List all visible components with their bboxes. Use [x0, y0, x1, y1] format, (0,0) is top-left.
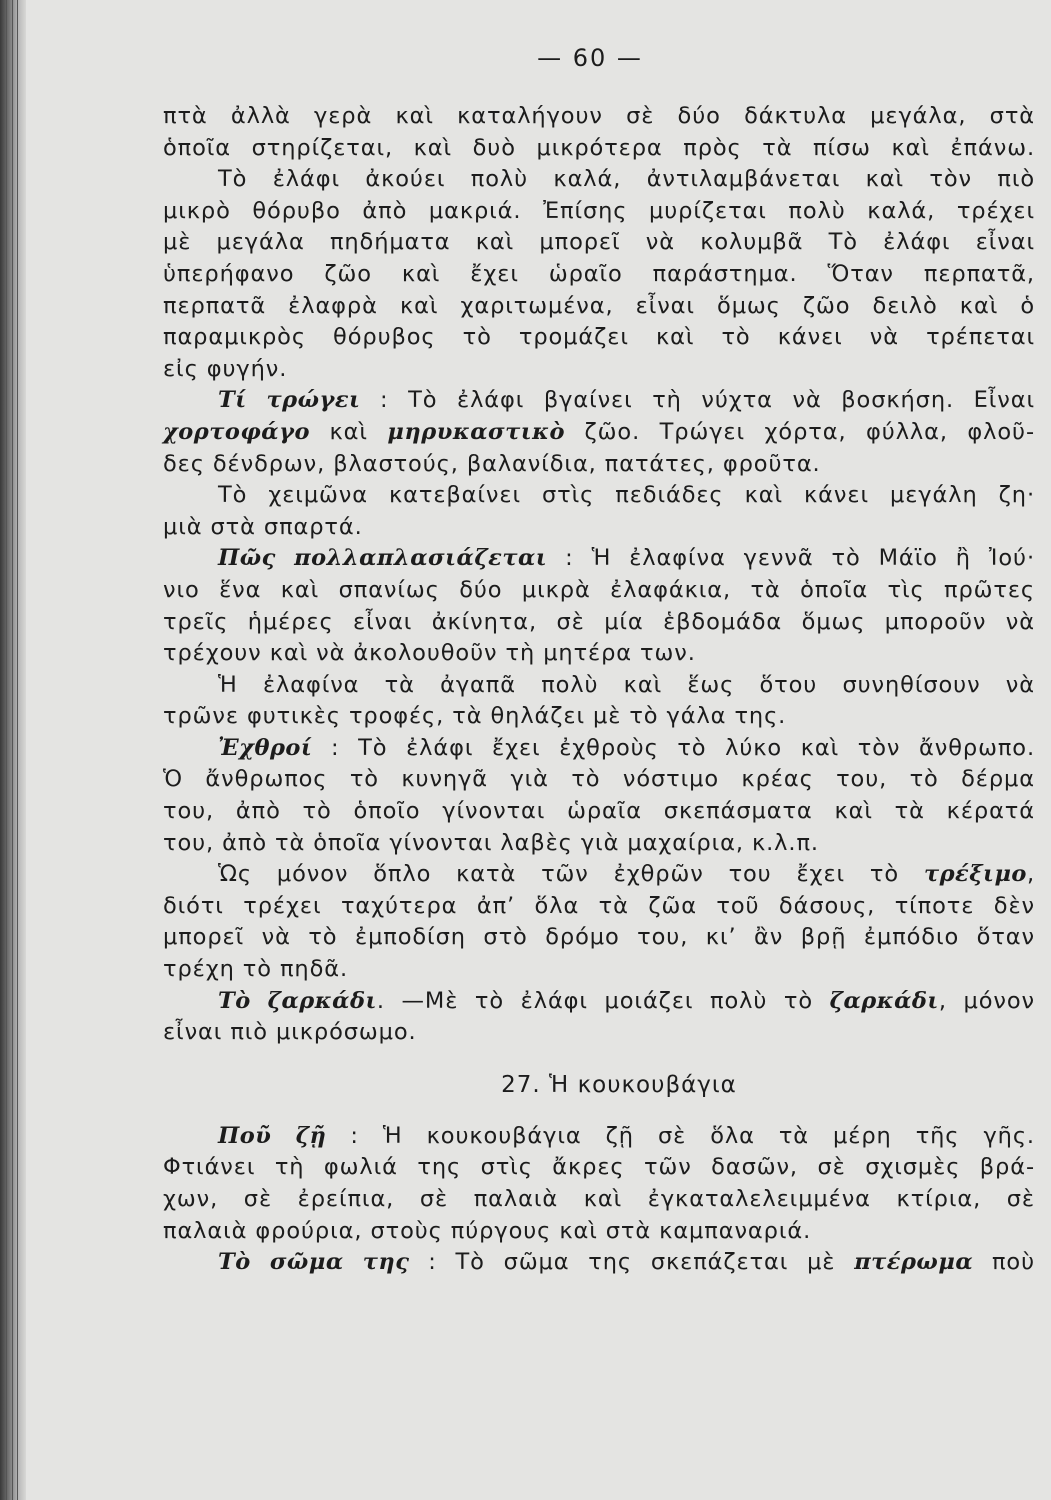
- keyword: Πῶς πολλαπλασιάζεται: [218, 545, 548, 572]
- text-segment: διότι τρέχει ταχύτερα ἀπ’ ὅλα τὰ ζῶα τοῦ δάσους, τίποτε δὲν: [163, 892, 1035, 919]
- text-segment: τρέχη τὸ πηδᾶ.: [163, 956, 349, 983]
- text-segment: Τὸ χειμῶνα κατεβαίνει στὶς πεδιάδες καὶ κάνει μεγάλη ζη·: [218, 482, 1035, 509]
- text-segment: χων, σὲ ἐρείπια, σὲ παλαιὰ καὶ ἐγκαταλελειμμένα κτίρια, σὲ: [163, 1186, 1035, 1212]
- text-segment: : Ἡ ἐλαφίνα γεννᾶ τὸ Μάϊο ἢ Ἰού·: [547, 545, 1035, 572]
- text-segment: μιὰ στὰ σπαρτά.: [163, 513, 363, 540]
- text-segment: τρεῖς ἡμέρες εἶναι ἀκίνητα, σὲ μία ἑβδομάδα ὅμως μποροῦν νὰ: [163, 608, 1035, 635]
- text-line: [163, 1216, 1035, 1248]
- text-segment: Φτιάνει τὴ φωλιά της στὶς ἄκρες τῶν δασῶν, σὲ σχισμὲς βρά-: [163, 1154, 1035, 1181]
- text-segment: τρῶνε φυτικὲς τροφές, τὰ θηλάζει μὲ τὸ γάλα της.: [163, 703, 787, 730]
- paragraphs-owl: [163, 1121, 1035, 1279]
- body-text: [163, 101, 1035, 1279]
- text-segment: Ὁ ἄνθρωπος τὸ κυνηγᾶ γιὰ τὸ νόστιμο κρέας του, τὸ δέρμα: [163, 766, 1035, 793]
- text-line: [163, 828, 1035, 860]
- text-segment: μπορεῖ νὰ τὸ ἐμποδίση στὸ δρόμο του, κι’ ἂν βρῇ ἐμπόδιο ὅταν: [163, 924, 1035, 951]
- text-line: [163, 922, 1035, 954]
- keyword: χορτοφάγο: [163, 418, 310, 445]
- text-segment: μικρὸ θόρυβο ἀπὸ μακριά. Ἐπίσης μυρίζεται πολὺ καλά, τρέχει: [163, 197, 1035, 224]
- binding-line: [12, 0, 13, 1500]
- text-line: [163, 133, 1035, 165]
- text-segment: τρέχουν καὶ νὰ ἀκολουθοῦν τὴ μητέρα των.: [163, 640, 696, 667]
- text-line: [163, 322, 1035, 354]
- text-line: [163, 449, 1035, 481]
- keyword: Τί τρώγει: [218, 387, 361, 414]
- text-line: [163, 512, 1035, 544]
- text-line: [163, 670, 1035, 702]
- text-line: [163, 480, 1035, 512]
- text-line: [163, 291, 1035, 323]
- text-line: [163, 954, 1035, 986]
- text-segment: Ἡ ἐλαφίνα τὰ ἀγαπᾶ πολὺ καὶ ἕως ὅτου συνηθίσουν νὰ: [218, 671, 1035, 698]
- text-line: [163, 1017, 1035, 1049]
- text-segment: ὁποῖα στηρίζεται, καὶ δυὸ μικρότερα πρὸς τὰ πίσω καὶ ἐπάνω.: [163, 134, 1035, 161]
- text-segment: : Τὸ ἐλάφι ἔχει ἐχθροὺς τὸ λύκο καὶ τὸν ἄνθρωπο.: [312, 734, 1035, 761]
- text-line: [163, 1247, 1035, 1279]
- keyword: μηρυκαστικὸ: [387, 418, 565, 445]
- text-segment: εἰς φυγήν.: [163, 355, 288, 382]
- text-segment: Ὡς μόνον ὅπλο κατὰ τῶν ἐχθρῶν του ἔχει τὸ: [218, 861, 924, 888]
- text-line: [163, 417, 1035, 449]
- text-line: [163, 543, 1035, 575]
- text-line: [163, 891, 1035, 923]
- text-segment: Τὸ ἐλάφι ἀκούει πολὺ καλά, ἀντιλαμβάνεται καὶ τὸν πιὸ: [218, 166, 1035, 193]
- section-heading: 27. Ἡ κουκουβάγια: [501, 1071, 737, 1098]
- text-line: [163, 796, 1035, 828]
- text-line: [163, 764, 1035, 796]
- text-segment: ,: [1026, 861, 1035, 888]
- text-line: [163, 859, 1035, 891]
- text-segment: πτὰ ἀλλὰ γερὰ καὶ καταλήγουν σὲ δύο δάκτυλα μεγάλα, στὰ: [163, 103, 1035, 129]
- text-segment: δες δένδρων, βλαστούς, βαλανίδια, πατάτες, φροῦτα.: [163, 450, 821, 477]
- text-line: [163, 1152, 1035, 1184]
- text-segment: : Ἡ κουκουβάγια ζῇ σὲ ὅλα τὰ μέρη τῆς γῆς.: [326, 1122, 1035, 1149]
- page-number: — 60 —: [537, 44, 643, 72]
- text-line: [163, 1184, 1035, 1216]
- text-segment: ζῶο. Τρώγει χόρτα, φύλλα, φλοῦ-: [565, 418, 1035, 445]
- text-segment: ὑπερήφανο ζῶο καὶ ἔχει ὡραῖο παράστημα. Ὅταν περπατᾶ,: [163, 260, 1035, 287]
- keyword: Ποῦ ζῇ: [218, 1122, 327, 1149]
- text-line: [163, 1121, 1035, 1153]
- text-line: [163, 101, 1035, 133]
- text-segment: παλαιὰ φρούρια, στοὺς πύργους καὶ στὰ καμπαναριά.: [163, 1217, 812, 1244]
- text-segment: περπατᾶ ἐλαφρὰ καὶ χαριτωμένα, εἶναι ὅμως ζῶο δειλὸ καὶ ὁ: [163, 292, 1035, 319]
- binding-line: [6, 0, 7, 1500]
- keyword: Τὸ ζαρκάδι: [218, 987, 377, 1014]
- text-line: [163, 575, 1035, 607]
- text-line: [163, 164, 1035, 196]
- text-line: [163, 385, 1035, 417]
- text-line: [163, 701, 1035, 733]
- text-segment: ποὺ: [973, 1249, 1035, 1276]
- text-line: [163, 196, 1035, 228]
- text-line: [163, 733, 1035, 765]
- text-line: [163, 607, 1035, 639]
- text-line: [163, 259, 1035, 291]
- text-line: [163, 986, 1035, 1018]
- text-line: [163, 638, 1035, 670]
- text-segment: παραμικρὸς θόρυβος τὸ τρομάζει καὶ τὸ κάνει νὰ τρέπεται: [163, 324, 1035, 351]
- text-segment: : Τὸ ἐλάφι βγαίνει τὴ νύχτα νὰ βοσκήση. Εἶναι: [360, 387, 1035, 414]
- text-segment: του, ἀπὸ τὰ ὁποῖα γίνονται λαβὲς γιὰ μαχαίρια, κ.λ.π.: [163, 829, 819, 856]
- text-segment: , μόνον: [938, 987, 1035, 1014]
- keyword: ζαρκάδι: [829, 987, 939, 1014]
- text-segment: νιο ἕνα καὶ σπανίως δύο μικρὰ ἐλαφάκια, τὰ ὁποῖα τὶς πρῶτες: [163, 576, 1035, 603]
- text-segment: : Τὸ σῶμα της σκεπάζεται μὲ: [409, 1249, 855, 1276]
- text-segment: καὶ: [309, 418, 388, 445]
- binding-line: [17, 0, 18, 1500]
- text-segment: του, ἀπὸ τὸ ὁποῖο γίνονται ὡραῖα σκεπάσματα καὶ τὰ κέρατά: [163, 798, 1035, 825]
- text-segment: εἶναι πιὸ μικρόσωμο.: [163, 1019, 417, 1046]
- book-binding-edge: [0, 0, 26, 1500]
- keyword: Τὸ σῶμα της: [218, 1249, 410, 1276]
- text-line: [163, 354, 1035, 386]
- text-line: [163, 227, 1035, 259]
- paragraphs-deer: [163, 101, 1035, 1049]
- keyword: τρέξιμο: [923, 861, 1027, 888]
- keyword: Ἐχθροί: [218, 734, 313, 761]
- keyword: πτέρωμα: [854, 1249, 974, 1276]
- text-segment: μὲ μεγάλα πηδήματα καὶ μπορεῖ νὰ κολυμβᾶ Τὸ ἐλάφι εἶναι: [163, 229, 1035, 256]
- text-segment: . —Μὲ τὸ ἐλάφι μοιάζει πολὺ τὸ: [376, 987, 830, 1014]
